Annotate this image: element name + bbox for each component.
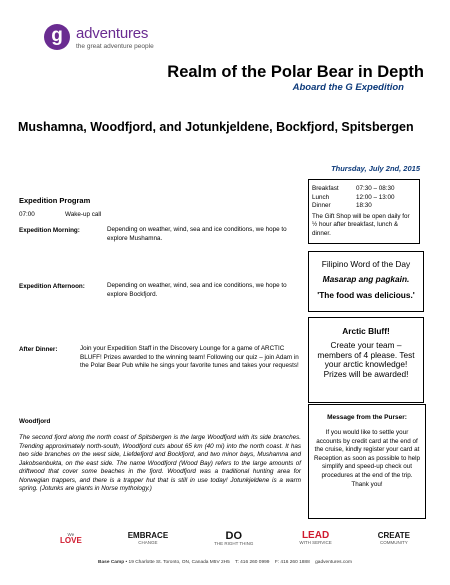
footer: Base Camp • 19 Charlotte St. Toronto, ON, Canada M5V 2H5 T: 416 260 0999 F: 416 260 1888 gadventures.com [98,560,352,565]
filipino-phrase: Masarap ang pagkain. [322,274,410,284]
hours-label: Dinner [312,202,331,209]
after-dinner-text: Join your Expedition Staff in the Discovery Lounge for a game of ARCTIC BLUFF! Prizes awarded to the winning team! Following our quiz – join Adam in the Polar Bear Pub while he sings your favorite tunes and takes your requests! [80,345,299,369]
program-title: Expedition Program [19,196,91,205]
morning-text: Depending on weather, wind, sea and ice conditions, we hope to explore Mushamna. [107,226,287,242]
purser-title: Message from the Purser: [327,414,407,421]
morning-label: Expedition Morning: [19,227,80,234]
footer-web[interactable]: gadventures.com [315,560,352,565]
hours-label: Lunch [312,193,330,201]
value-word: LEAD [301,529,330,541]
footer-company: Base Camp [98,560,125,565]
page-title: Realm of the Polar Bear in Depth [167,63,424,81]
filipino-meaning: 'The food was delicious.' [317,290,415,300]
arctic-bluff-title: Arctic Bluff! [342,326,390,336]
hours-row-breakfast [309,185,419,194]
value-word: EMBRACE [127,530,169,540]
value-lead-logo [299,529,332,545]
purser-text: If you would like to settle your accounts by credit card at the end of the cruise, kindly register your card at Reception as soon as possible to help simplify and speed-up check out procedures at the end of the trip. Thank you! [313,429,421,488]
afternoon-text: Depending on weather, wind, sea and ice conditions, we hope to explore Bockfjord. [107,282,287,298]
value-sub: THE RIGHT THING [214,540,254,546]
filipino-word-box [308,251,424,312]
value-create-logo [378,532,410,545]
value-do-logo [214,531,253,546]
afternoon-label: Expedition Afternoon: [19,283,85,290]
value-sub: CHANGE [138,539,158,545]
value-embrace-logo [128,532,168,545]
value-sub: WITH SERVICE [299,539,332,545]
value-sub: We [67,531,75,537]
gift-shop-note: The Gift Shop will be open daily for ½ hour after breakfast, lunch & dinner. [312,212,410,237]
hours-row-lunch [309,194,419,203]
brand-logo-icon: g [44,24,70,50]
footer-address: 19 Charlotte St. Toronto, ON, Canada M5V 2H5 [128,560,230,565]
purser-message-box [308,404,426,519]
arctic-bluff-box [308,317,424,403]
value-love-logo [60,532,82,545]
values-logos [60,525,410,551]
footer-phone: T: 416 260 0999 [235,560,270,565]
meal-hours-box [308,179,420,244]
value-word: CREATE [377,530,410,540]
brand-tagline: the great adventure people [76,43,154,50]
brand-name: adventures [76,25,149,42]
hours-value: 18:30 [356,202,372,209]
hours-row-dinner [309,202,419,211]
page-subtitle: Aboard the G Expedition [292,82,404,93]
wake-up-time: 07:00 [19,211,35,218]
hours-value: 12:00 – 13:00 [356,193,395,201]
woodfjord-text: The second fjord along the north coast of Spitsbergen is the large Woodfjord with its side branches. Trending approximately north-south, Woodfjord cuts about 65 km (40 mi) into the north coast. It has two side branches on the west side, Liefdefjord and Bockfjord, and two minor bays, Mushamna and Jakobsenbukta, on the east side. The name Woodfjord (Wood Bay) refers to the large amounts of driftwood that cover some beaches in the fjord. Woodfjord was a traditional hunting area for Norwegian trappers, and there is a trapper hut that is still in use today! Jotunkjeldene is a warm spring. (Jotunks are giants in Norse mythology.) [19,434,301,492]
wake-up-label: Wake-up call [65,211,102,218]
value-word: LOVE [60,535,82,545]
location-heading: Mushamna, Woodfjord, and Jotunkjeldene, Bockfjord, Spitsbergen [18,120,414,134]
date-line: Thursday, July 2nd, 2015 [331,164,420,173]
arctic-bluff-text: Create your team – members of 4 please. Test your arctic knowledge! Prizes will be awarded! [317,340,415,379]
value-sub: COMMUNITY [379,539,408,545]
filipino-title: Filipino Word of the Day [321,259,411,269]
hours-value: 07:30 – 08:30 [356,185,395,192]
footer-fax: F: 416 260 1888 [274,560,310,565]
value-word: DO [225,529,242,542]
hours-label: Breakfast [312,185,339,192]
woodfjord-title: Woodfjord [19,418,51,425]
after-dinner-label: After Dinner: [19,346,58,353]
